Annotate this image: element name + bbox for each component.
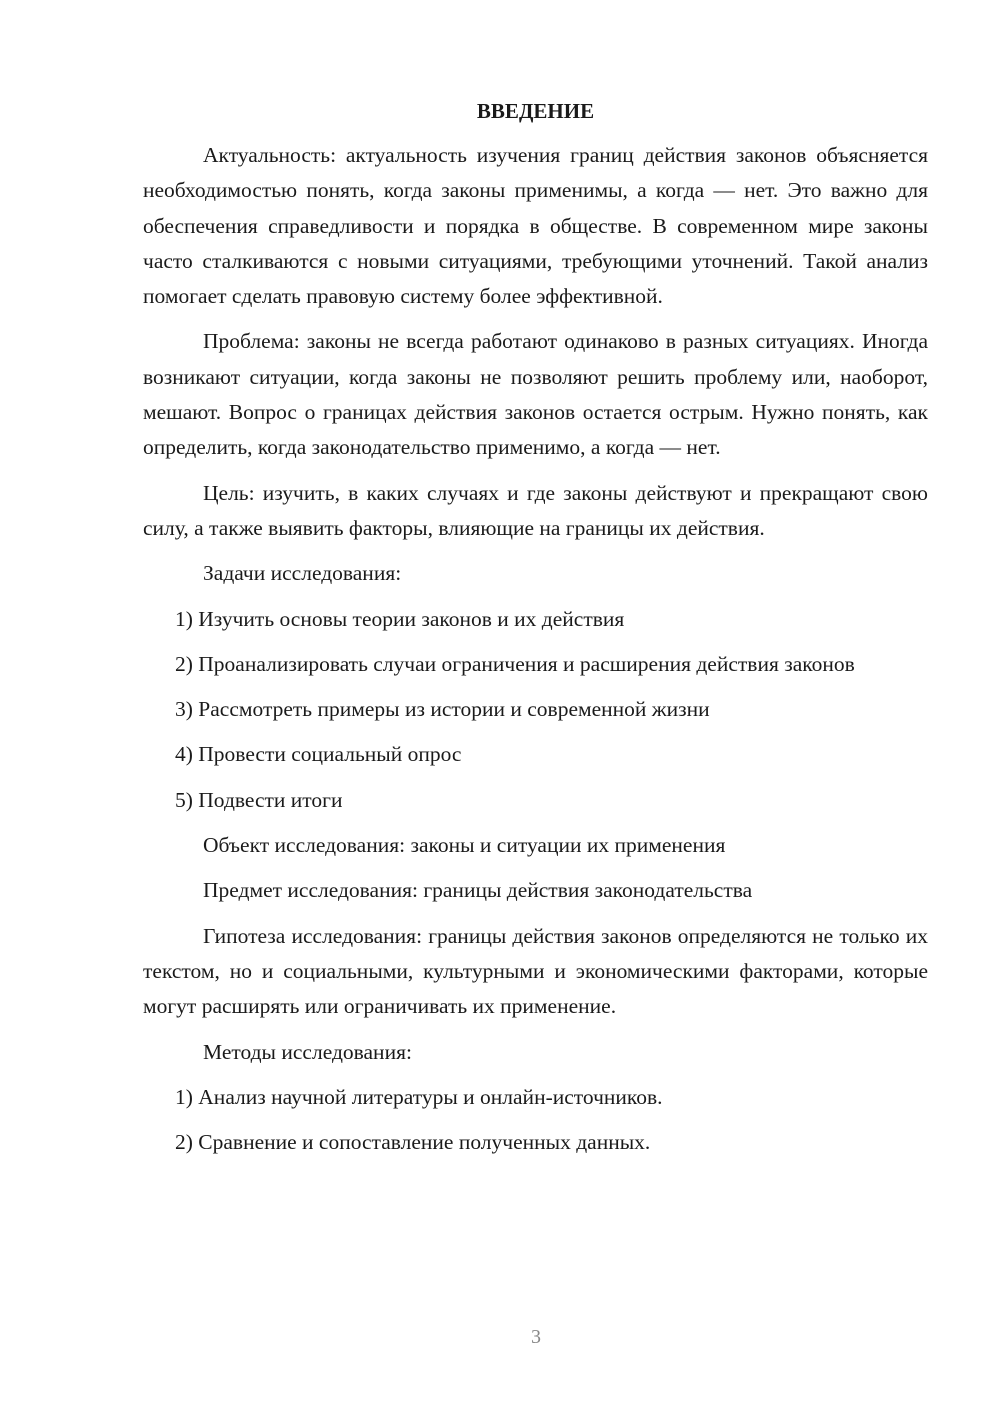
problem-paragraph: Проблема: законы не всегда работают одинаково в разных ситуациях. Иногда возникают ситуации, когда законы не позволяют решить проблему или, наоборот, мешают. Вопрос о границах действия законов остается острым. Нужно понять, как определить, когда законодательство применимо, а когда — нет. <box>143 329 928 460</box>
task-item: 1) Изучить основы теории законов и их действия <box>175 606 625 631</box>
page-number: 3 <box>531 1326 541 1348</box>
task-item: 2) Проанализировать случаи ограничения и расширения действия законов <box>175 651 855 676</box>
hypothesis-paragraph: Гипотеза исследования: границы действия законов определяются не только их текстом, но и социальными, культурными и экономическими факторами, которые могут расширять или ограничивать их применение. <box>143 923 928 1019</box>
relevance-paragraph: Актуальность: актуальность изучения границ действия законов объясняется необходимостью понять, когда законы применимы, а когда — нет. Это важно для обеспечения справедливости и порядка в обществе. В современном мире законы часто сталкиваются с новыми ситуациями, требующими уточнений. Такой анализ помогает сделать правовую систему более эффективной. <box>143 143 928 309</box>
subject-line: Предмет исследования: границы действия законодательства <box>203 878 753 903</box>
method-item: 1) Анализ научной литературы и онлайн-источников. <box>175 1084 663 1109</box>
methods-heading: Методы исследования: <box>203 1039 412 1064</box>
task-item: 3) Рассмотреть примеры из истории и современной жизни <box>175 697 710 722</box>
section-title: ВВЕДЕНИЕ <box>476 99 595 123</box>
method-item: 2) Сравнение и сопоставление полученных данных. <box>175 1130 651 1155</box>
tasks-heading: Задачи исследования: <box>203 561 402 586</box>
object-line: Объект исследования: законы и ситуации их применения <box>203 833 726 858</box>
task-item: 5) Подвести итоги <box>175 787 343 812</box>
task-item: 4) Провести социальный опрос <box>175 742 462 767</box>
document-page <box>143 96 928 1170</box>
goal-paragraph: Цель: изучить, в каких случаях и где законы действуют и прекращают свою силу, а также выявить факторы, влияющие на границы их действия. <box>143 480 928 540</box>
